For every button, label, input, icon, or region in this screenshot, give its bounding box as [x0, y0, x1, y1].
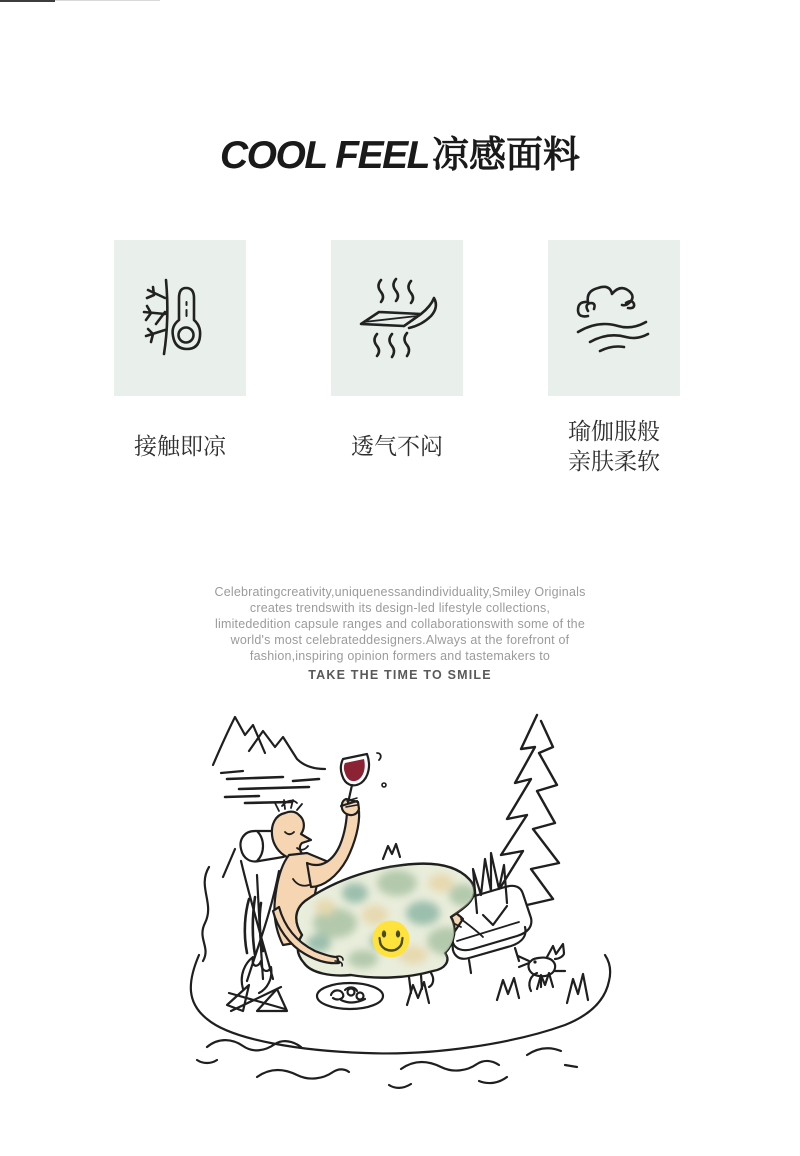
feature-label-soft: 瑜伽服般 亲肤柔软 — [568, 418, 660, 474]
snowflake-thermometer-icon — [134, 272, 226, 364]
pine-tree — [497, 715, 559, 905]
water-waves — [197, 1040, 577, 1088]
feature-icon-row — [114, 240, 680, 396]
bird — [518, 944, 565, 987]
brand-story-line: fashion,inspiring opinion formers and tastemakers to — [249, 649, 551, 663]
page-top-edge-artifact — [0, 0, 55, 2]
smiley-face — [373, 921, 410, 958]
feature-label-row — [114, 416, 680, 476]
brand-story-line: limitededition capsule ranges and collaborationswith some of the — [215, 617, 585, 631]
brand-slogan: TAKE THE TIME TO SMILE — [308, 668, 492, 682]
wine-glass — [341, 753, 386, 806]
lake-dashes — [225, 777, 319, 803]
brand-story-line: world's most celebrateddesigners.Always at the forefront of — [230, 633, 570, 647]
feature-label-cool-touch: 接触即凉 — [134, 433, 226, 459]
food-plate — [317, 983, 383, 1009]
person-raised-arm — [307, 809, 359, 887]
cloud-breeze-icon — [566, 270, 662, 366]
brand-story-line: Celebratingcreativity,uniquenessandindividuality,Smiley Originals — [214, 585, 586, 599]
page-top-edge-artifact-light — [55, 0, 160, 1]
feature-box-soft — [548, 240, 680, 396]
feature-box-breathable — [331, 240, 463, 396]
section-title-en: COOL FEEL — [220, 134, 429, 177]
brand-story-line: creates trendswith its design-led lifestyle collections, — [249, 601, 551, 615]
steam-fabric-icon — [349, 270, 445, 366]
brand-story-paragraph — [0, 584, 800, 664]
smoke-squiggle — [202, 867, 209, 961]
section-title — [0, 124, 800, 178]
mountains — [213, 717, 325, 773]
feature-label-breathable: 透气不闷 — [351, 433, 443, 459]
smiley-picnic-illustration — [185, 703, 615, 1101]
section-title-zh: 凉感面料 — [431, 134, 580, 175]
feature-box-cool-touch — [114, 240, 246, 396]
